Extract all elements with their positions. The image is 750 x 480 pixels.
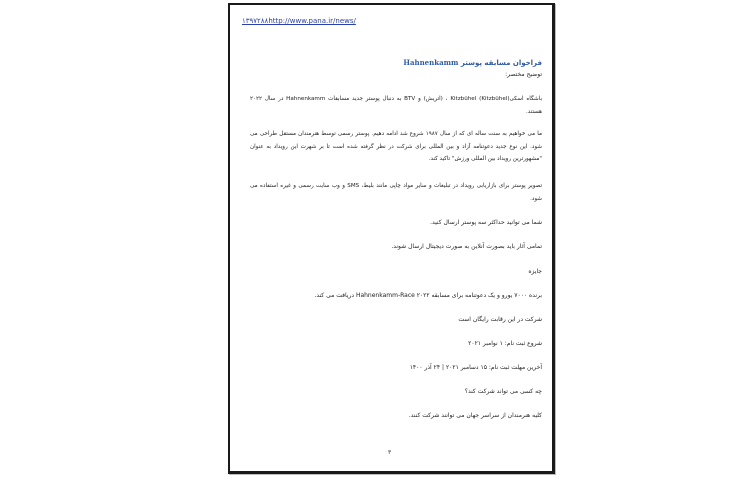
document-page bbox=[228, 3, 555, 474]
paragraph-1: باشگاه اسکی(Kitzbühel) Kitzbühel ، (اتریش) و BTV به دنبال پوستر جدید مسابقات Hahnenkamm در سال ۲۰۲۲ هستند. bbox=[250, 96, 542, 115]
subtitle: توضیح مختصر: bbox=[505, 71, 542, 78]
eligibility-text: کلیه هنرمندان از سراسر جهان می توانند شرکت کنند. bbox=[408, 412, 542, 419]
eligibility-heading: چه کسی می تواند شرکت کند؟ bbox=[464, 388, 542, 395]
paragraph-2: ما می خواهیم به سنت ساله ای که از سال ۱۹۸۷ شروع شد ادامه دهیم. پوستر رسمی توسط هنرمندان مستقل طراحی می شود. این نوع جدید دعوتنامه آزاد و بین المللی برای شرکت در نظر گرفته شده است تا بر شهرت این رویداد به عنوان "مشهورترین رویداد بین المللی ورزش" تاکید کند. bbox=[250, 131, 542, 162]
title-latin: Hahnenkamm bbox=[403, 58, 459, 67]
paragraph-4: شما می توانید حداکثر سه پوستر ارسال کنید. bbox=[430, 219, 542, 226]
paragraph-prize: برنده ۷۰۰۰ یورو و یک دعوتنامه برای مسابقه Hahnenkamm-Race ۲۰۲۲ دریافت می کند. bbox=[314, 292, 542, 299]
registration-deadline: آخرین مهلت ثبت نام: ۱۵ دسامبر ۲۰۲۱ | ۲۴ آذر ۱۴۰۰ bbox=[409, 364, 542, 371]
document-title bbox=[403, 57, 542, 69]
title-persian: فراخوان مسابقه پوستر bbox=[460, 59, 542, 67]
prize-heading: جایزه bbox=[528, 268, 542, 275]
paragraph-5: تمامی آثار باید بصورت آنلاین به صورت دیجیتال ارسال شوند. bbox=[391, 243, 542, 250]
paragraph-3: تصویر پوستر برای بازاریابی رویداد در تبلیغات و سایر مواد چاپی مانند بلیط، SMS و وب سایت رسمی و غیره استفاده می شود. bbox=[250, 183, 542, 202]
registration-start: شروع ثبت نام: ۱ نوامبر ۲۰۲۱ bbox=[468, 340, 542, 347]
paragraph-free: شرکت در این رقابت رایگان است bbox=[458, 316, 542, 323]
page-number: ۳ bbox=[388, 449, 392, 456]
source-link[interactable]: ۱۳۹۷۲۸۸http://www.pana.ir/news/ bbox=[242, 17, 356, 25]
